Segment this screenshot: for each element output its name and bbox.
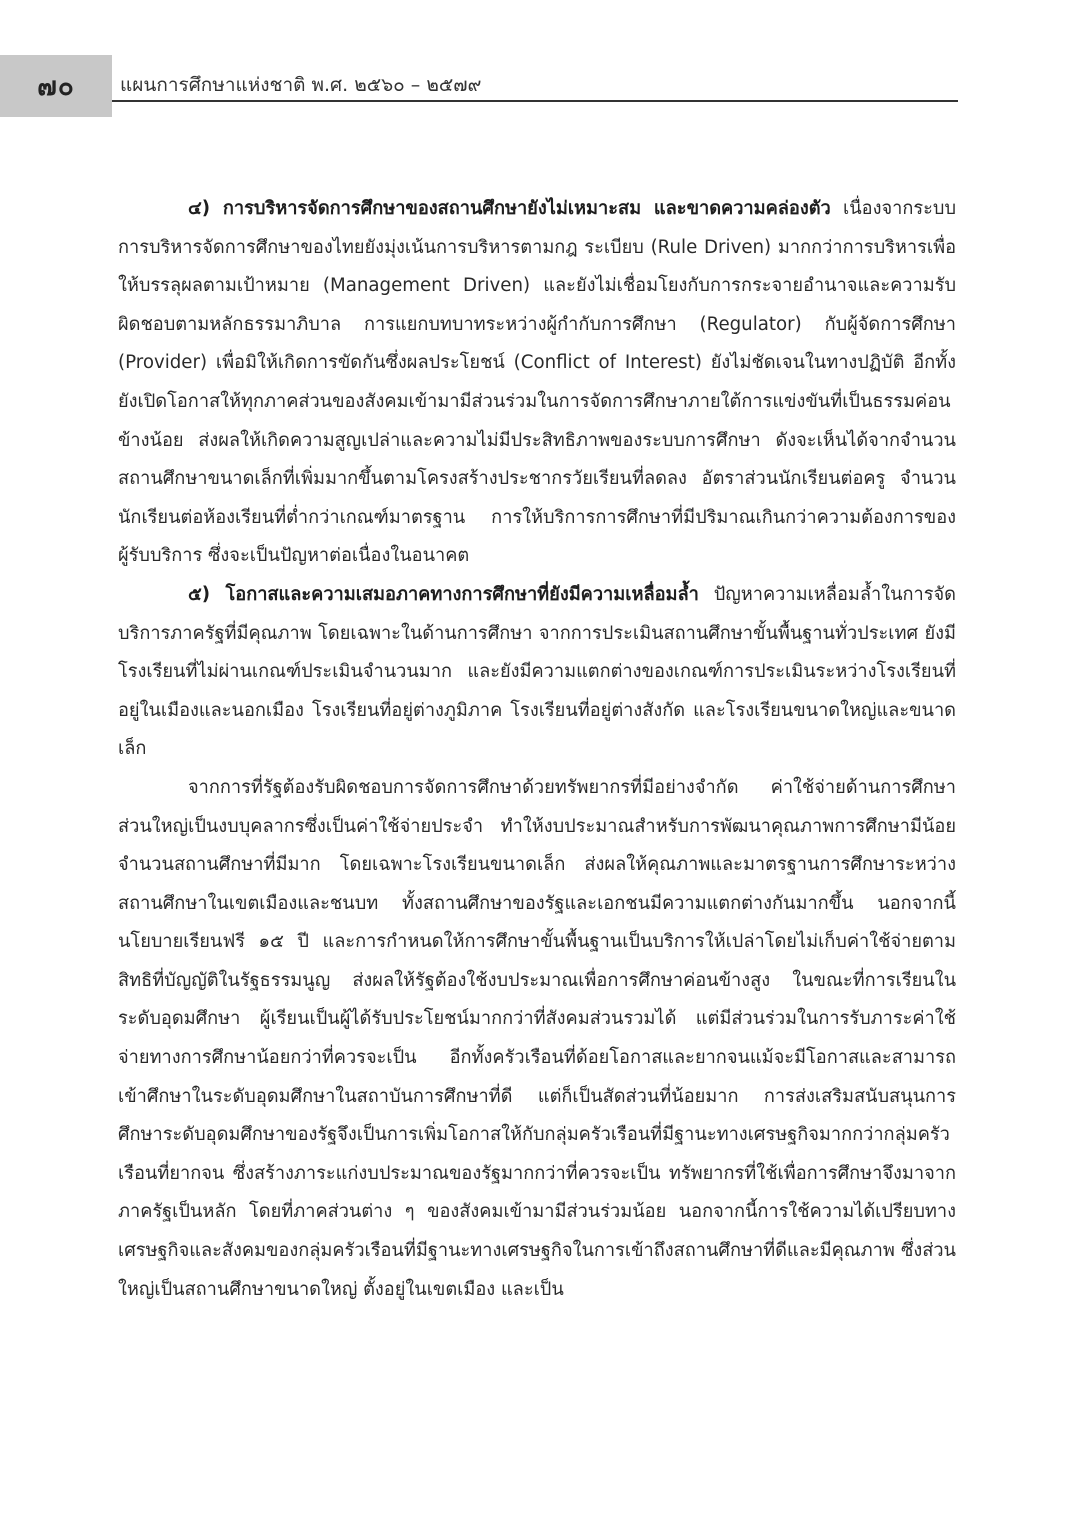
running-header-title: แผนการศึกษาแห่งชาติ พ.ศ. ๒๕๖๐ – ๒๕๗๙ (120, 74, 482, 96)
paragraph-heading: ๕) โอกาสและความเสมอภาคทางการศึกษาที่ยังมีความเหลื่อมล้ำ (188, 583, 699, 605)
header-divider (112, 100, 958, 102)
page-number: ๗๐ (37, 71, 75, 102)
paragraph-text: ปัญหาความเหลื่อมล้ำในการจัดบริการภาครัฐที่มีคุณภาพ โดยเฉพาะในด้านการศึกษา จากการประเมินสถานศึกษาขั้นพื้นฐานทั่วประเทศ ยังมีโรงเรียนที่ไม่ผ่านเกณฑ์ประเมินจำนวนมาก และยังมีความแตกต่างของเกณฑ์การประเมินระหว่างโรงเรียนที่อยู่ในเมืองและนอกเมือง โรงเรียนที่อยู่ต่างภูมิภาค โรงเรียนที่อยู่ต่างสังกัด และโรงเรียนขนาดใหญ่และขนาดเล็ก (118, 583, 956, 760)
paragraph-text: เนื่องจากระบบการบริหารจัดการศึกษาของไทยยังมุ่งเน้นการบริหารตามกฎ ระเบียบ (Rule Driven) มากกว่าการบริหารเพื่อให้บรรลุผลตามเป้าหมาย (Management Driven) และยังไม่เชื่อมโยงกับการกระจายอำนาจและความรับผิดชอบตามหลักธรรมาภิบาล การแยกบทบาทระหว่างผู้กำกับการศึกษา (Regulator) กับผู้จัดการศึกษา (Provider) เพื่อมิให้เกิดการขัดกันซึ่งผลประโยชน์ (Conflict of Interest) ยังไม่ชัดเจนในทางปฏิบัติ อีกทั้งยังเปิดโอกาสให้ทุกภาคส่วนของสังคมเข้ามามีส่วนร่วมในการจัดการศึกษาภายใต้การแข่งขันที่เป็นธรรมค่อนข้างน้อย ส่งผลให้เกิดความสูญเปล่าและความไม่มีประสิทธิภาพของระบบการศึกษา ดังจะเห็นได้จากจำนวนสถานศึกษาขนาดเล็กที่เพิ่มมากขึ้นตามโครงสร้างประชากรวัยเรียนที่ลดลง อัตราส่วนนักเรียนต่อครู จำนวนนักเรียนต่อห้องเรียนที่ต่ำกว่าเกณฑ์มาตรฐาน การให้บริการการศึกษาที่มีปริมาณเกินกว่าความต้องการของผู้รับบริการ ซึ่งจะเป็นปัญหาต่อเนื่องในอนาคต (118, 198, 956, 567)
paragraph-continuation (118, 769, 956, 1309)
paragraph-item-5 (118, 576, 956, 769)
document-body (118, 190, 956, 1309)
paragraph-item-4 (118, 190, 956, 576)
page-number-tab (0, 55, 112, 117)
paragraph-text: จากการที่รัฐต้องรับผิดชอบการจัดการศึกษาด้วยทรัพยากรที่มีอย่างจำกัด ค่าใช้จ่ายด้านการศึกษาส่วนใหญ่เป็นงบบุคลากรซึ่งเป็นค่าใช้จ่ายประจำ ทำให้งบประมาณสำหรับการพัฒนาคุณภาพการศึกษามีน้อย จำนวนสถานศึกษาที่มีมาก โดยเฉพาะโรงเรียนขนาดเล็ก ส่งผลให้คุณภาพและมาตรฐานการศึกษาระหว่างสถานศึกษาในเขตเมืองและชนบท ทั้งสถานศึกษาของรัฐและเอกชนมีความแตกต่างกันมากขึ้น นอกจากนี้ นโยบายเรียนฟรี ๑๕ ปี และการกำหนดให้การศึกษาขั้นพื้นฐานเป็นบริการให้เปล่าโดยไม่เก็บค่าใช้จ่ายตามสิทธิที่บัญญัติในรัฐธรรมนูญ ส่งผลให้รัฐต้องใช้งบประมาณเพื่อการศึกษาค่อนข้างสูง ในขณะที่การเรียนในระดับอุดมศึกษา ผู้เรียนเป็นผู้ได้รับประโยชน์มากกว่าที่สังคมส่วนรวมได้ แต่มีส่วนร่วมในการรับภาระค่าใช้จ่ายทางการศึกษาน้อยกว่าที่ควรจะเป็น อีกทั้งครัวเรือนที่ด้อยโอกาสและยากจนแม้จะมีโอกาสและสามารถเข้าศึกษาในระดับอุดมศึกษาในสถาบันการศึกษาที่ดี แต่ก็เป็นสัดส่วนที่น้อยมาก การส่งเสริมสนับสนุนการศึกษาระดับอุดมศึกษาของรัฐจึงเป็นการเพิ่มโอกาสให้กับกลุ่มครัวเรือนที่มีฐานะทางเศรษฐกิจมากกว่ากลุ่มครัวเรือนที่ยากจน ซึ่งสร้างภาระแก่งบประมาณของรัฐมากกว่าที่ควรจะเป็น ทรัพยากรที่ใช้เพื่อการศึกษาจึงมาจากภาครัฐเป็นหลัก โดยที่ภาคส่วนต่าง ๆ ของสังคมเข้ามามีส่วนร่วมน้อย นอกจากนี้การใช้ความได้เปรียบทางเศรษฐกิจและสังคมของกลุ่มครัวเรือนที่มีฐานะทางเศรษฐกิจในการเข้าถึงสถานศึกษาที่ดีและมีคุณภาพ ซึ่งส่วนใหญ่เป็นสถานศึกษาขนาดใหญ่ ตั้งอยู่ในเขตเมือง และเป็น (118, 776, 956, 1300)
paragraph-heading: ๔) การบริหารจัดการศึกษาของสถานศึกษายังไม่เหมาะสม และขาดความคล่องตัว (188, 198, 831, 219)
